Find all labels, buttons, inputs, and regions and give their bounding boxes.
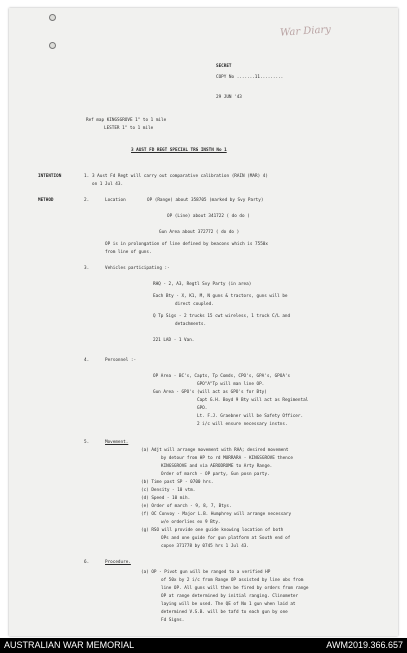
movement-line: KINGSGROVE and via AERODROME to Arty Range. bbox=[161, 464, 273, 469]
personnel-gun-area: GPO. bbox=[197, 406, 208, 411]
intention-line: on 1 Jul 43. bbox=[92, 182, 124, 187]
intention-line: 3 Aust Fd Regt will carry out comparative calibration (RAIN (MAR) 4) bbox=[92, 174, 268, 179]
para-number: 1. bbox=[84, 174, 90, 179]
vehicles-each-bty: direct coupled. bbox=[175, 302, 214, 307]
security-marking: SECRET bbox=[216, 64, 232, 69]
movement-line: by detour from HP to rd MURRARA - KINGSGROVE thence bbox=[161, 456, 293, 461]
vehicles-q-tp: Q Tp Sigs - 2 trucks 15 cwt wireless, 1 truck C/L and bbox=[153, 314, 291, 319]
procedure-line: Fd Signs. bbox=[161, 618, 185, 623]
intention-label: INTENTION bbox=[38, 174, 62, 179]
movement-line: (f) OC Convoy - Major L.B. Humphrey will arrange necessary bbox=[141, 512, 292, 517]
vehicles-heading: Vehicles participating :- bbox=[105, 266, 170, 271]
method-label: METHOD bbox=[38, 198, 54, 203]
movement-line: (a) Adjt will arrange movement with RAA; desired movement bbox=[141, 448, 289, 453]
movement-line: (d) Speed - 10 mih. bbox=[141, 496, 191, 501]
procedure-line: line OP. All guns will then be fired by orders from range bbox=[161, 586, 309, 591]
procedure-line: OP at range determined by initial ranging. Clinometer bbox=[161, 594, 299, 599]
movement-line: w/e orderlies ex 9 Bty. bbox=[161, 520, 221, 525]
vehicles-rhq: RHQ - 2, A3, Regtl Svy Party (in area) bbox=[153, 282, 252, 287]
vehicles-each-bty: Each Bty - X, K1, M, N guns & tractors, guns will be bbox=[153, 294, 288, 299]
personnel-gun-area: Capt G.H. Boyd 9 Bty will act as Regimental bbox=[197, 398, 309, 403]
handwritten-note: War Diary bbox=[279, 24, 332, 39]
personnel-op-area: OP Area - BC's, Capts, Tp Comds, CPO's, GPA's, GPOA's bbox=[153, 374, 291, 379]
op-range: OP (Range) about 358705 (marked by Svy Party) bbox=[147, 198, 264, 203]
movement-line: (c) Density - 10 vtm. bbox=[141, 488, 196, 493]
procedure-line: (a) OP - Pivot gun will be ranged to a verified HP bbox=[141, 570, 271, 575]
movement-heading: Movement. bbox=[105, 440, 129, 445]
op-note: from line of guns. bbox=[105, 250, 152, 255]
movement-line: (g) RSO will provide one guide knowing location of both bbox=[141, 528, 284, 533]
vehicles-lad: 221 LAD - 1 Van. bbox=[153, 338, 195, 343]
copy-number: COPY No .......11......... bbox=[216, 75, 284, 80]
procedure-line: determined V.S.B. will be tafd to each gun by one bbox=[161, 610, 288, 615]
personnel-heading: Personnel :- bbox=[105, 358, 137, 363]
archive-footer bbox=[0, 638, 407, 653]
movement-line: (e) Order of march - 9, 8, 7, Btys. bbox=[141, 504, 232, 509]
movement-line: (b) Time past SP - 0700 hrs. bbox=[141, 480, 214, 485]
movement-line: OPs and one guide for gun platform at South end of bbox=[161, 536, 291, 541]
para-number: 5. bbox=[84, 440, 90, 445]
location-label: Location bbox=[105, 198, 126, 203]
procedure-heading: Procedure. bbox=[105, 560, 131, 565]
para-number: 2. bbox=[84, 198, 90, 203]
op-note: OP is in prolongation of line defined by beacons which is 7550x bbox=[105, 242, 268, 247]
procedure-line: of 50x by 2 i/c from Range OP assisted by line obs from bbox=[161, 578, 304, 583]
footer-reference: AWM2019.366.657 bbox=[326, 640, 403, 650]
movement-line: Order of march - OP party, Gun posn party. bbox=[161, 472, 270, 477]
document-date: 29 JUN '43 bbox=[216, 95, 242, 100]
pin-hole-icon bbox=[49, 14, 56, 21]
ref-map-1: Ref map KINGSGROVE 1" to 1 mile bbox=[86, 118, 167, 123]
footer-institution: AUSTRALIAN WAR MEMORIAL bbox=[4, 640, 135, 650]
pin-hole-icon bbox=[49, 42, 56, 49]
para-number: 4. bbox=[84, 358, 90, 363]
personnel-op-area: GPO"A"Tp will man line OP. bbox=[197, 382, 265, 387]
document-page bbox=[9, 8, 398, 636]
personnel-gun-area: Lt. F.J. Graebner will be Safety Officer. bbox=[197, 414, 304, 419]
gun-area-location: Gun Area about 372772 ( do do ) bbox=[159, 230, 240, 235]
personnel-gun-area: Gun Area - GPO's (will act as GPO's for Bty) bbox=[153, 390, 267, 395]
para-number: 6. bbox=[84, 560, 90, 565]
personnel-gun-area: 2 i/c will ensure necessary instns. bbox=[197, 422, 288, 427]
procedure-line: laying will be used. The QE of No 1 gun when laid at bbox=[161, 602, 296, 607]
movement-line: copse 371778 by 0745 hrs 1 Jul 43. bbox=[161, 544, 249, 549]
ref-map-2: LESTER 1" to 1 mile bbox=[104, 126, 154, 131]
vehicles-q-tp: detachments. bbox=[175, 322, 207, 327]
document-title: 3 AUST FD REGT SPECIAL TRG INSTN No 1 bbox=[131, 148, 227, 153]
para-number: 3. bbox=[84, 266, 90, 271]
op-line: OP (Line) about 341722 ( do do ) bbox=[167, 214, 250, 219]
